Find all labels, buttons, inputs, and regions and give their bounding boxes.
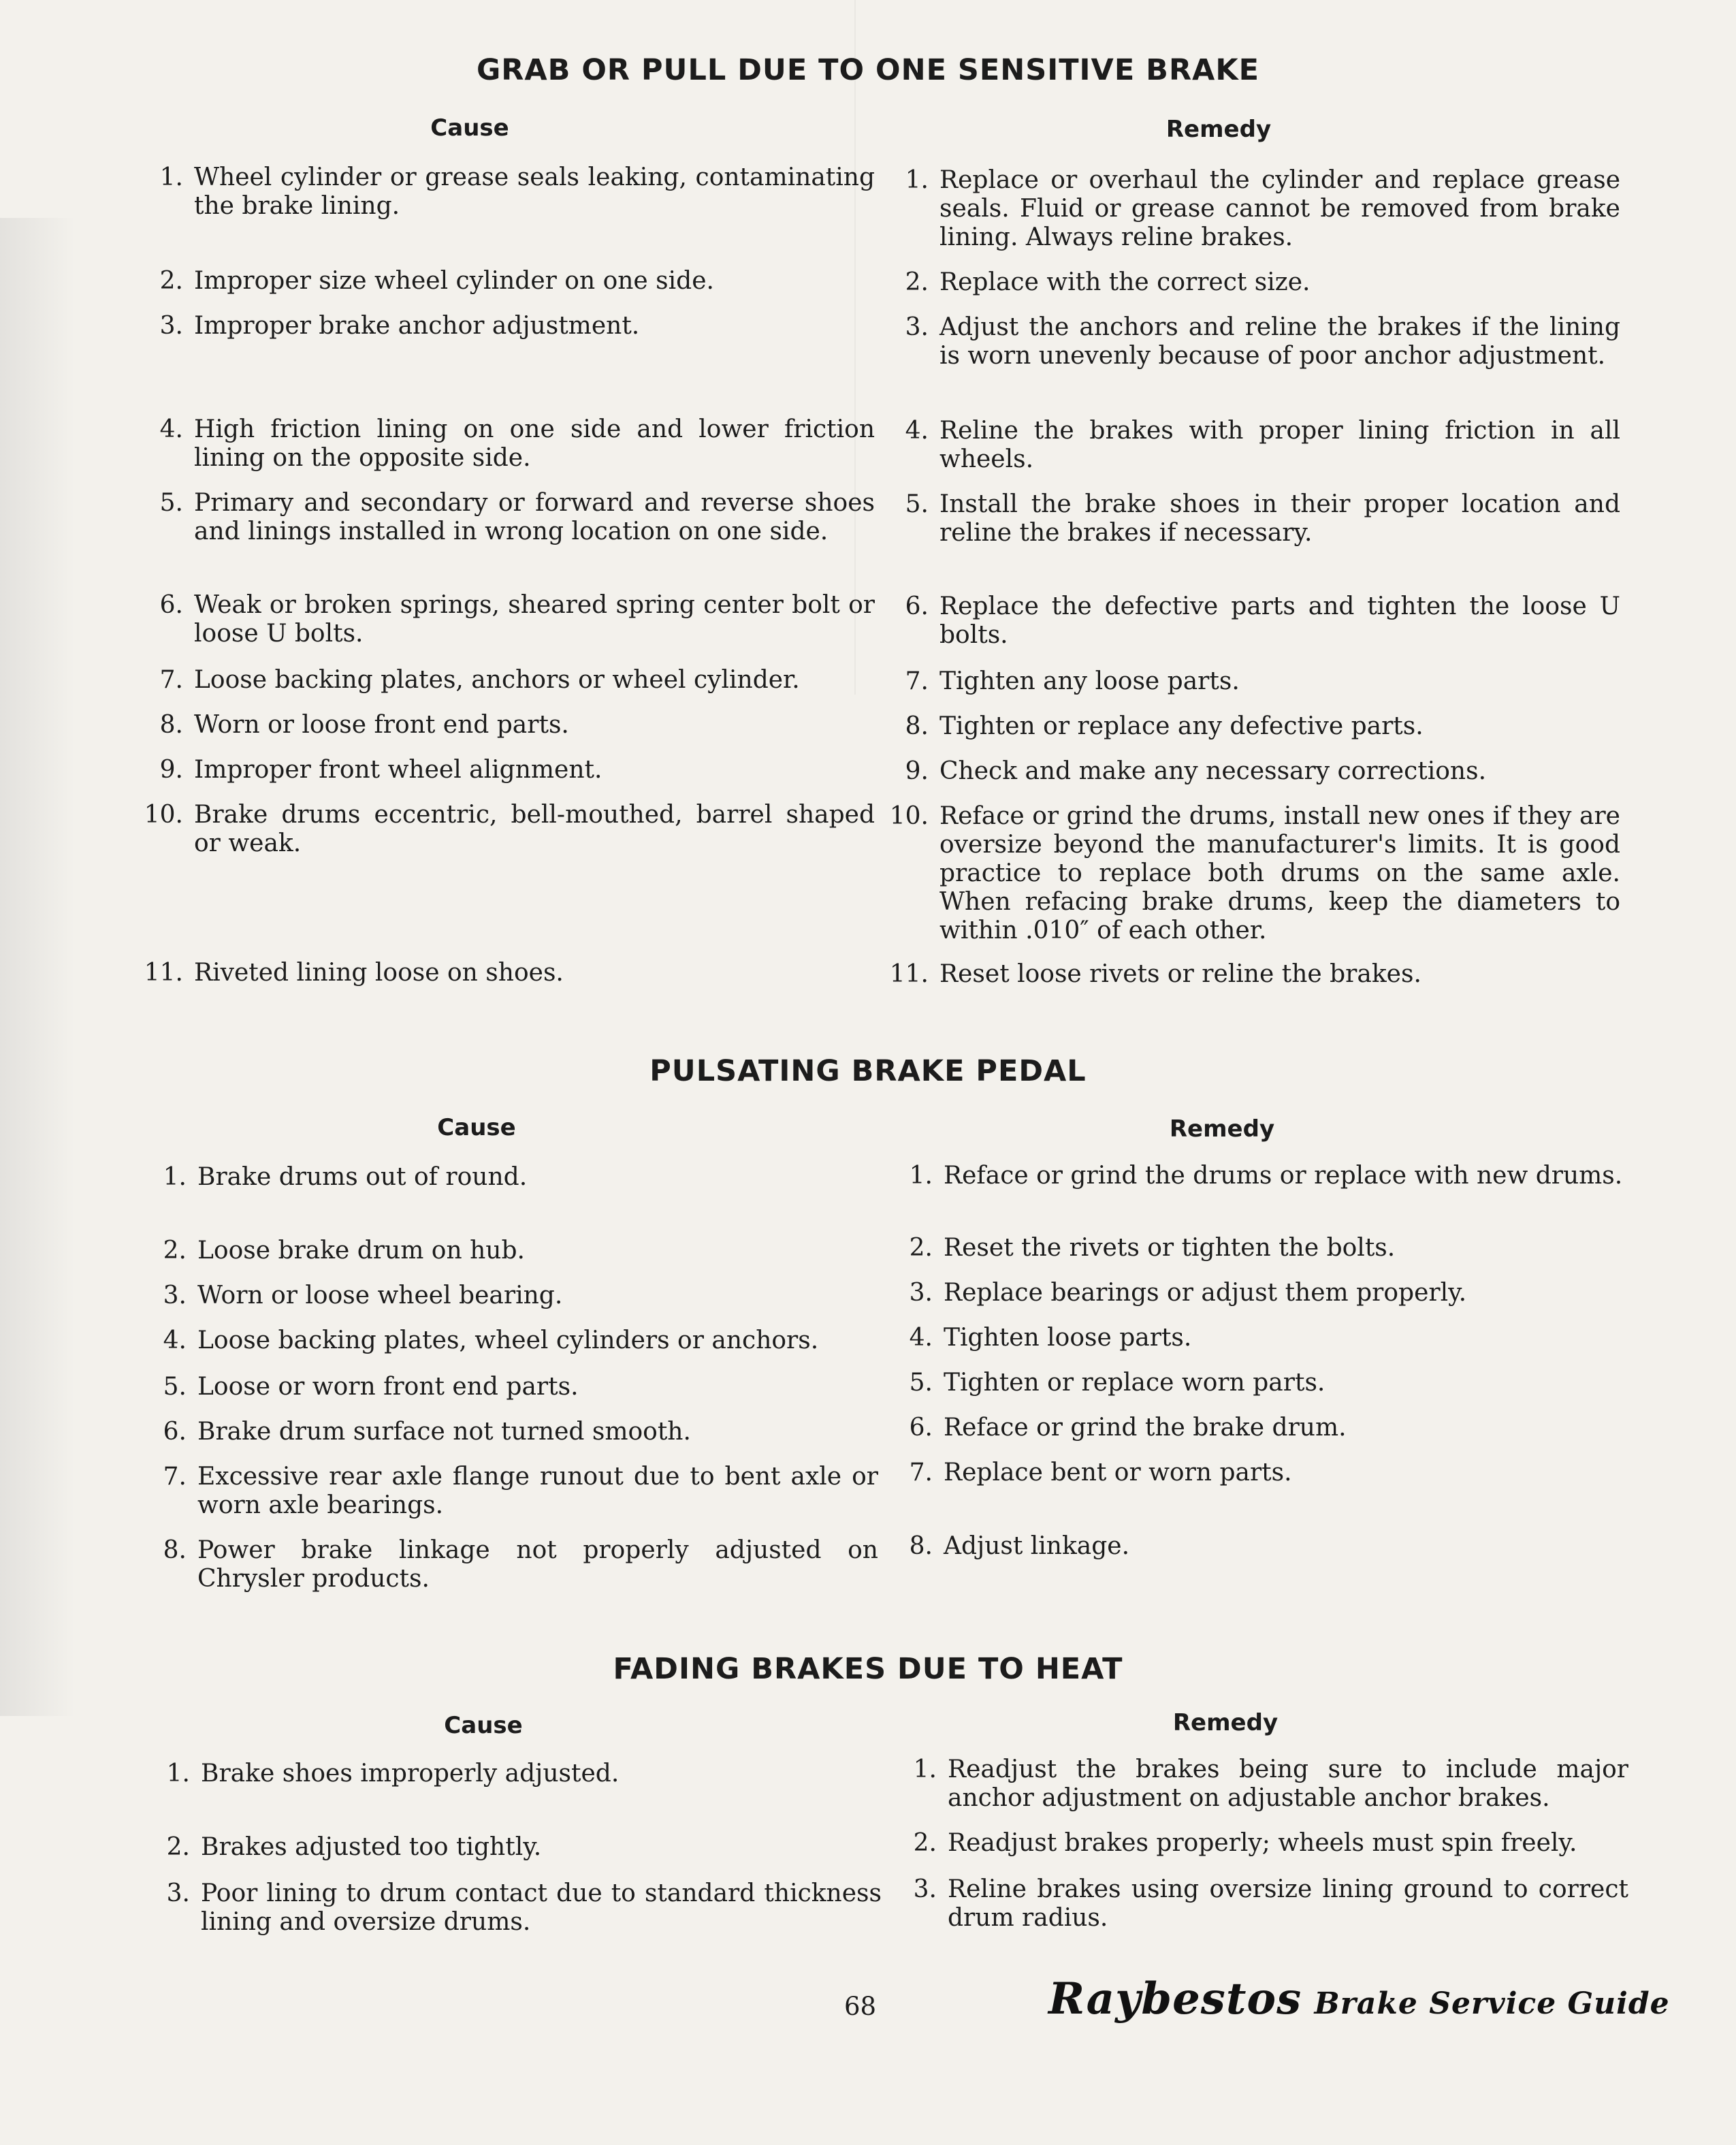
cause-item: 7. Excessive rear axle flange runout due to bent axle or worn axle bearings.: [163, 1463, 878, 1519]
page-number: 68: [844, 1992, 877, 2021]
cause-item: 5. Primary and secondary or forward and reverse shoes and linings installed in wrong location on one side.: [159, 489, 875, 545]
remedy-heading: Remedy: [1172, 1709, 1279, 1736]
cause-item: 1. Brake shoes improperly adjusted.: [166, 1760, 620, 1788]
remedy-item: 6. Reface or grind the brake drum.: [909, 1414, 1347, 1442]
remedy-item: 4. Tighten loose parts.: [909, 1324, 1192, 1352]
cause-item: 4. High friction lining on one side and lower friction lining on the opposite side.: [159, 415, 875, 472]
remedy-item: 1. Replace or overhaul the cylinder and replace grease seals. Fluid or grease cannot be removed from brake lining. Always reline brakes.: [905, 166, 1620, 251]
cause-item: 6. Brake drum surface not turned smooth.: [163, 1418, 691, 1446]
remedy-heading: Remedy: [1169, 1115, 1275, 1143]
page-fold-shadow: [854, 0, 856, 695]
remedy-item: 7. Tighten any loose parts.: [905, 667, 1240, 695]
cause-item: 1. Brake drums out of round.: [163, 1163, 528, 1191]
remedy-item: 1. Readjust the brakes being sure to include major anchor adjustment on adjustable anchor brakes.: [913, 1755, 1628, 1812]
cause-item: 6. Weak or broken springs, sheared spring center bolt or loose U bolts.: [159, 591, 875, 648]
remedy-item: 9. Check and make any necessary corrections.: [905, 757, 1487, 785]
cause-item: 3. Improper brake anchor adjustment.: [159, 312, 640, 340]
remedy-item: 5. Tighten or replace worn parts.: [909, 1369, 1325, 1397]
remedy-item: 3. Adjust the anchors and reline the brakes if the lining is worn unevenly because of poor anchor adjustment.: [905, 313, 1620, 370]
remedy-item: 6. Replace the defective parts and tighten the loose U bolts.: [905, 592, 1620, 649]
cause-item: 1. Wheel cylinder or grease seals leaking, contaminating the brake lining.: [159, 163, 875, 220]
remedy-item: 1. Reface or grind the drums or replace with new drums.: [909, 1162, 1623, 1190]
cause-item: 7. Loose backing plates, anchors or wheel cylinder.: [159, 666, 800, 694]
cause-item: 2. Brakes adjusted too tightly.: [166, 1833, 542, 1861]
section-title-pulsating-pedal: PULSATING BRAKE PEDAL: [649, 1054, 1087, 1088]
guide-title: Brake Service Guide: [1314, 1986, 1670, 2021]
remedy-item: 4. Reline the brakes with proper lining friction in all wheels.: [905, 417, 1620, 473]
remedy-item: 8. Adjust linkage.: [909, 1532, 1130, 1560]
cause-item: 3. Worn or loose wheel bearing.: [163, 1282, 563, 1309]
scan-bleed-through: [0, 218, 75, 1716]
section-title-fading-brakes: FADING BRAKES DUE TO HEAT: [613, 1652, 1123, 1686]
remedy-item: 3. Replace bearings or adjust them properly.: [909, 1279, 1467, 1307]
remedy-item: 2. Readjust brakes properly; wheels must spin freely.: [913, 1829, 1577, 1857]
remedy-heading: Remedy: [1166, 116, 1272, 143]
footer-brand-logo: [1048, 1973, 1670, 2024]
cause-heading: Cause: [444, 1712, 523, 1739]
cause-item: 10. Brake drums eccentric, bell-mouthed, barrel shaped or weak.: [144, 801, 875, 857]
cause-item: 2. Loose brake drum on hub.: [163, 1237, 525, 1265]
remedy-item: 7. Replace bent or worn parts.: [909, 1459, 1292, 1487]
remedy-item: 10. Reface or grind the drums, install new ones if they are oversize beyond the manufacturer's limits. It is good practice to replace both drums on the same axle. When refacing brake drums, keep the diameters to within .010″ of each other.: [889, 802, 1620, 944]
cause-item: 4. Loose backing plates, wheel cylinders or anchors.: [163, 1326, 819, 1354]
cause-item: 9. Improper front wheel alignment.: [159, 756, 602, 784]
cause-item: 8. Power brake linkage not properly adjusted on Chrysler products.: [163, 1536, 878, 1593]
remedy-item: 2. Replace with the correct size.: [905, 268, 1311, 296]
remedy-item: 2. Reset the rivets or tighten the bolts.: [909, 1234, 1396, 1262]
cause-heading: Cause: [430, 114, 509, 142]
remedy-item: 8. Tighten or replace any defective parts.: [905, 712, 1424, 740]
raybestos-wordmark: Raybestos: [1048, 1973, 1302, 2024]
cause-heading: Cause: [437, 1114, 516, 1141]
cause-item: 5. Loose or worn front end parts.: [163, 1373, 579, 1401]
cause-item: 2. Improper size wheel cylinder on one side.: [159, 267, 714, 295]
cause-item: 11. Riveted lining loose on shoes.: [144, 959, 564, 987]
remedy-item: 11. Reset loose rivets or reline the brakes.: [889, 960, 1421, 988]
remedy-item: 5. Install the brake shoes in their proper location and reline the brakes if necessary.: [905, 490, 1620, 547]
remedy-item: 3. Reline brakes using oversize lining ground to correct drum radius.: [913, 1875, 1628, 1932]
cause-item: 3. Poor lining to drum contact due to standard thickness lining and oversize drums.: [166, 1879, 882, 1936]
cause-item: 8. Worn or loose front end parts.: [159, 711, 569, 739]
section-title-grab-or-pull: GRAB OR PULL DUE TO ONE SENSITIVE BRAKE: [476, 53, 1260, 87]
